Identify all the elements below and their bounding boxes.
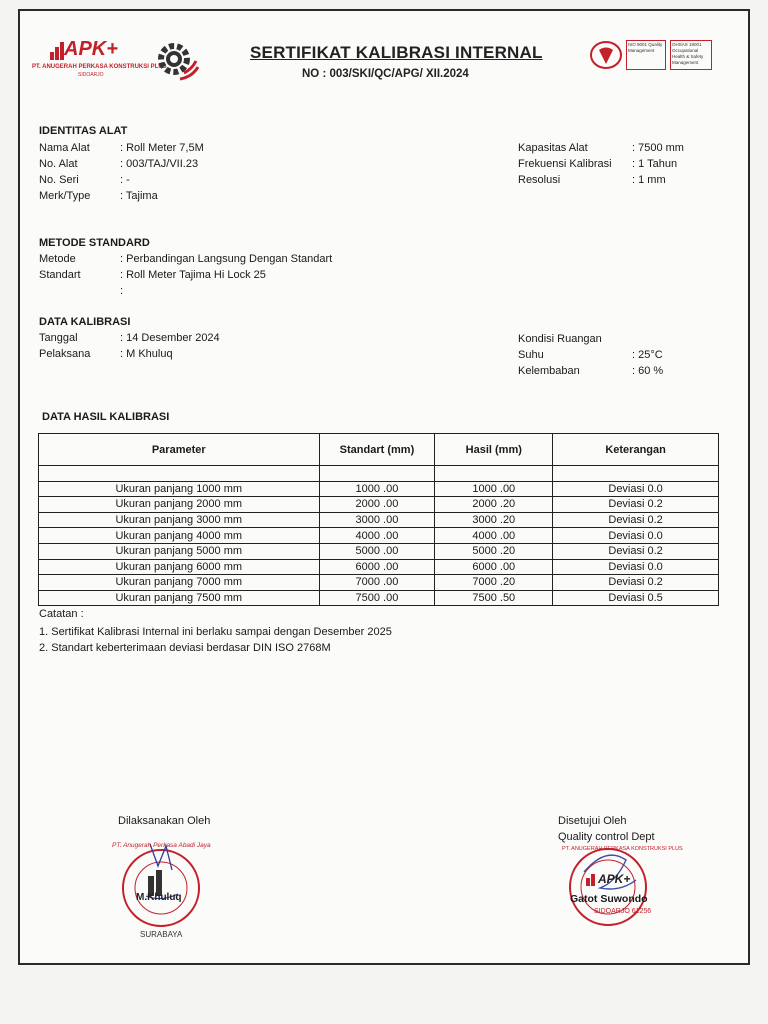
cell-keterangan: Deviasi 0.2	[553, 575, 719, 591]
right-stamp-text: PT. ANUGERAH PERKASA KONSTRUKSI PLUS	[562, 846, 683, 852]
pelaksana-label: Pelaksana	[39, 348, 91, 360]
table-spacer	[39, 466, 719, 482]
cell-hasil: 2000 .20	[435, 497, 553, 513]
identitas-label: Kapasitas Alat	[518, 142, 588, 154]
disetujui-oleh: Disetujui Oleh	[558, 815, 627, 827]
cell-keterangan: Deviasi 0.0	[553, 481, 719, 497]
right-stamp-logo: APK+	[598, 872, 631, 886]
dilaksanakan-oleh: Dilaksanakan Oleh	[118, 815, 211, 827]
cell-standart: 5000 .00	[319, 543, 435, 559]
table-row	[39, 575, 719, 591]
identitas-value: : 003/TAJ/VII.23	[120, 158, 199, 170]
company-logo-text: APK+	[64, 38, 118, 60]
cell-parameter: Ukuran panjang 4000 mm	[39, 528, 320, 544]
catatan-item: 1. Sertifikat Kalibrasi Internal ini berlaku sampai dengan Desember 2025	[39, 626, 392, 638]
company-city: SIDOARJO	[78, 72, 104, 78]
data-kalibrasi-title: DATA KALIBRASI	[39, 316, 131, 328]
identitas-value: : Tajima	[120, 190, 158, 202]
gear-icon	[154, 39, 200, 85]
standart-label: Standart	[39, 269, 81, 281]
left-stamp-text: PT. Anugerah Perkasa Abadi Jaya	[112, 842, 211, 849]
suhu-label: Suhu	[518, 349, 544, 361]
col-standart: Standart (mm)	[319, 434, 435, 466]
iso-9001-badge: ISO 9001 Quality Management	[626, 40, 666, 70]
left-stamp-city: SURABAYA	[140, 930, 183, 939]
cell-hasil: 1000 .00	[435, 481, 553, 497]
identitas-label: Merk/Type	[39, 190, 91, 202]
identitas-value: : -	[120, 174, 130, 186]
quality-control-dept: Quality control Dept	[558, 831, 655, 843]
iso-shield-icon	[590, 39, 622, 71]
table-row	[39, 590, 719, 606]
cell-parameter: Ukuran panjang 1000 mm	[39, 481, 320, 497]
left-signer-name: M.Khuluq	[136, 892, 182, 903]
ohsas-badge: OHSAS 18001 Occupational Health & Safety Management	[670, 40, 712, 70]
cell-keterangan: Deviasi 0.2	[553, 497, 719, 513]
table-row	[39, 497, 719, 513]
kelembaban-label: Kelembaban	[518, 365, 580, 377]
company-name: PT. ANUGERAH PERKASA KONSTRUKSI PLUS	[32, 64, 167, 70]
cell-standart: 4000 .00	[319, 528, 435, 544]
cell-parameter: Ukuran panjang 5000 mm	[39, 543, 320, 559]
cell-keterangan: Deviasi 0.0	[553, 528, 719, 544]
cell-keterangan: Deviasi 0.2	[553, 543, 719, 559]
tanggal-value: : 14 Desember 2024	[120, 332, 220, 344]
identitas-title: IDENTITAS ALAT	[39, 125, 128, 137]
kelembaban-value: : 60 %	[632, 365, 664, 377]
col-hasil: Hasil (mm)	[435, 434, 553, 466]
cell-hasil: 6000 .00	[435, 559, 553, 575]
calibration-table	[38, 433, 719, 606]
table-row	[39, 543, 719, 559]
right-stamp-city: SIDOARJO 61256	[594, 908, 652, 915]
tanggal-label: Tanggal	[39, 332, 78, 344]
cell-standart: 6000 .00	[319, 559, 435, 575]
table-row	[39, 559, 719, 575]
metode-title: METODE STANDARD	[39, 237, 150, 249]
table-row	[39, 512, 719, 528]
cell-hasil: 5000 .20	[435, 543, 553, 559]
col-parameter: Parameter	[39, 434, 320, 466]
catatan-item: 2. Standart keberterimaan deviasi berdasar DIN ISO 2768M	[39, 642, 331, 654]
col-keterangan: Keterangan	[553, 434, 719, 466]
identitas-label: No. Seri	[39, 174, 79, 186]
cell-standart: 2000 .00	[319, 497, 435, 513]
iso-badges	[590, 39, 720, 71]
right-signer-name: Gatot Suwondo	[570, 893, 648, 905]
identitas-value: : 1 Tahun	[632, 158, 678, 170]
kondisi-ruangan-title: Kondisi Ruangan	[518, 333, 602, 345]
identitas-value: : Roll Meter 7,5M	[120, 142, 204, 154]
catatan-title: Catatan :	[39, 608, 84, 620]
cell-hasil: 7000 .20	[435, 575, 553, 591]
hasil-title: DATA HASIL KALIBRASI	[42, 411, 170, 423]
page-title: SERTIFIKAT KALIBRASI INTERNAL	[250, 43, 543, 62]
right-stamp	[556, 842, 683, 932]
cell-standart: 1000 .00	[319, 481, 435, 497]
cell-keterangan: Deviasi 0.5	[553, 590, 719, 606]
cell-keterangan: Deviasi 0.2	[553, 512, 719, 528]
metode-value: : Perbandingan Langsung Dengan Standart	[120, 253, 333, 265]
cell-standart: 7500 .00	[319, 590, 435, 606]
metode-label: Metode	[39, 253, 76, 265]
table-row	[39, 528, 719, 544]
suhu-value: : 25°C	[632, 349, 663, 361]
company-stamp-icon	[556, 842, 683, 932]
cell-parameter: Ukuran panjang 6000 mm	[39, 559, 320, 575]
standart-extra-value: :	[120, 285, 124, 297]
cell-parameter: Ukuran panjang 2000 mm	[39, 497, 320, 513]
table-row	[39, 481, 719, 497]
company-logo	[32, 38, 167, 86]
certificate-number: NO : 003/SKI/QC/APG/ XII.2024	[302, 68, 469, 80]
standart-value: : Roll Meter Tajima Hi Lock 25	[120, 269, 266, 281]
identitas-value: : 7500 mm	[632, 142, 684, 154]
cell-parameter: Ukuran panjang 7000 mm	[39, 575, 320, 591]
cell-parameter: Ukuran panjang 7500 mm	[39, 590, 320, 606]
cell-hasil: 7500 .50	[435, 590, 553, 606]
pelaksana-value: : M Khuluq	[120, 348, 173, 360]
cell-hasil: 3000 .20	[435, 512, 553, 528]
identitas-value: : 1 mm	[632, 174, 666, 186]
identitas-label: Resolusi	[518, 174, 561, 186]
identitas-label: Nama Alat	[39, 142, 90, 154]
identitas-label: Frekuensi Kalibrasi	[518, 158, 612, 170]
cell-hasil: 4000 .00	[435, 528, 553, 544]
cell-keterangan: Deviasi 0.0	[553, 559, 719, 575]
identitas-label: No. Alat	[39, 158, 78, 170]
cell-standart: 7000 .00	[319, 575, 435, 591]
cell-standart: 3000 .00	[319, 512, 435, 528]
left-stamp	[106, 836, 216, 946]
cell-parameter: Ukuran panjang 3000 mm	[39, 512, 320, 528]
table-header-row	[39, 434, 719, 466]
